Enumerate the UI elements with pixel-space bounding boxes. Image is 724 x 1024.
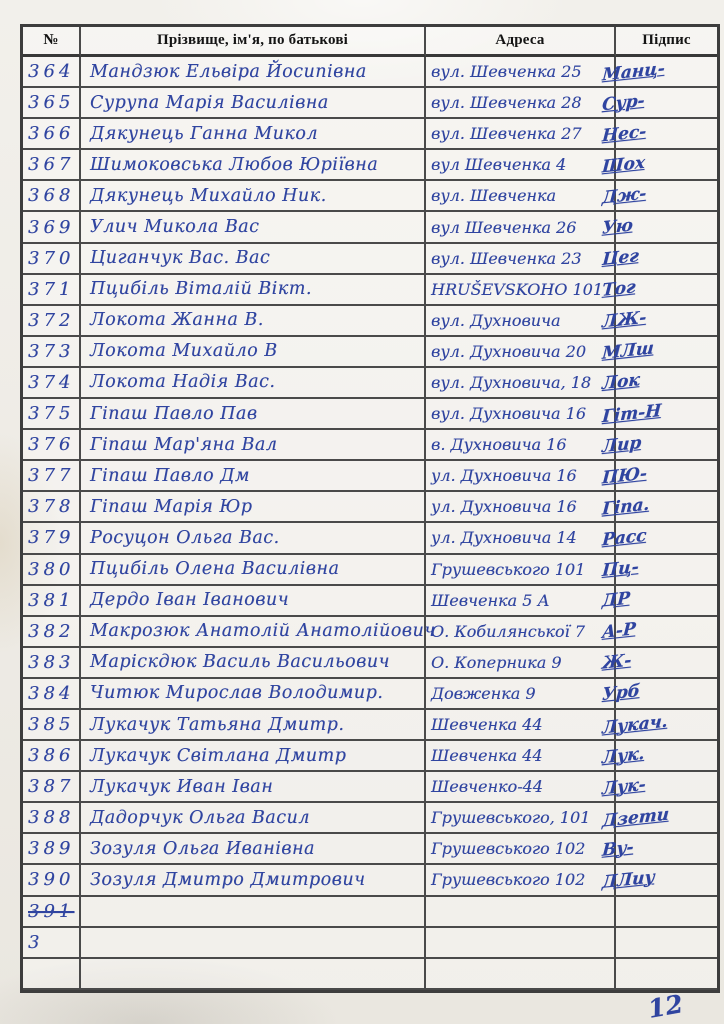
address-cell xyxy=(426,710,616,741)
signature-scribble: Цег xyxy=(601,246,640,271)
col-header-signature xyxy=(616,27,717,57)
handwritten-address: вул. Духновича xyxy=(431,310,561,330)
row-number: 373 xyxy=(28,340,75,362)
col-header-number-label: № xyxy=(43,32,59,48)
address-cell xyxy=(426,430,616,461)
address-cell xyxy=(426,772,616,803)
row-number: 3 xyxy=(28,931,44,953)
signature-cell xyxy=(616,928,717,959)
signature-cell xyxy=(601,150,717,181)
handwritten-name: Дякунець Ганна Микол xyxy=(90,123,318,144)
row-number-cell xyxy=(23,244,81,275)
signature-cell xyxy=(601,803,717,834)
name-cell xyxy=(81,959,426,990)
signature-cell xyxy=(601,181,717,212)
col-header-address xyxy=(426,27,616,57)
row-number-cell xyxy=(23,741,81,772)
handwritten-address: Грушевського, 101 xyxy=(431,808,591,828)
row-number-cell xyxy=(23,368,81,399)
signature-scribble: Гіпа. xyxy=(601,494,651,520)
address-cell xyxy=(426,803,616,834)
row-number: 366 xyxy=(28,123,75,145)
address-cell xyxy=(426,555,616,586)
address-cell xyxy=(426,212,616,243)
row-number: 368 xyxy=(28,185,75,207)
signature-scribble: Тог xyxy=(601,277,637,302)
handwritten-name: Мандзюк Ельвіра Йосипівна xyxy=(90,61,367,82)
name-cell xyxy=(81,150,426,181)
signature-cell xyxy=(601,430,717,461)
row-number: 384 xyxy=(28,682,75,704)
handwritten-address: Шевченка 44 xyxy=(431,746,543,766)
handwritten-name: Дердо Іван Іванович xyxy=(90,590,290,611)
row-number-cell xyxy=(23,212,81,243)
signature-cell xyxy=(601,368,717,399)
name-cell xyxy=(81,275,426,306)
handwritten-address: Шевченка 5 А xyxy=(431,590,550,610)
handwritten-name: Маріскдюк Василь Васильович xyxy=(90,652,390,673)
signature-cell xyxy=(601,648,717,679)
address-cell xyxy=(426,679,616,710)
signature-cell xyxy=(601,244,717,275)
row-number-cell xyxy=(23,119,81,150)
name-cell xyxy=(81,88,426,119)
handwritten-address: вул. Шевченка 25 xyxy=(431,62,582,82)
address-cell xyxy=(426,368,616,399)
handwritten-address: вул. Шевченка xyxy=(431,186,557,206)
name-cell xyxy=(81,648,426,679)
signature-scribble: Пц- xyxy=(601,556,640,582)
row-number-cell xyxy=(23,710,81,741)
row-number: 385 xyxy=(28,714,75,736)
handwritten-name: Макрозюк Анатолій Анатолійович xyxy=(90,621,436,642)
signature-scribble: Лок xyxy=(601,370,641,395)
name-cell xyxy=(81,710,426,741)
signature-scribble: ДЛиу xyxy=(601,867,656,893)
handwritten-name: Улич Микола Вас xyxy=(90,217,260,238)
signature-cell xyxy=(601,555,717,586)
handwritten-address: Шевченко-44 xyxy=(431,777,543,797)
row-number-cell xyxy=(23,461,81,492)
row-number-cell xyxy=(23,275,81,306)
row-number-cell xyxy=(23,959,81,990)
handwritten-address: Грушевського 102 xyxy=(431,870,586,890)
name-cell xyxy=(81,181,426,212)
row-number: 364 xyxy=(28,61,75,83)
handwritten-address: вул. Духновича, 18 xyxy=(431,372,592,392)
name-cell xyxy=(81,679,426,710)
row-number-cell xyxy=(23,523,81,554)
handwritten-address: вул Шевченка 26 xyxy=(431,217,577,237)
address-cell xyxy=(426,306,616,337)
row-number-cell xyxy=(23,928,81,959)
address-cell xyxy=(426,523,616,554)
handwritten-name: Лукачук Иван Іван xyxy=(90,776,274,797)
name-cell xyxy=(81,244,426,275)
name-cell xyxy=(81,865,426,896)
row-number-cell xyxy=(23,897,81,928)
handwritten-address: ул. Духновича 16 xyxy=(431,466,577,486)
signature-scribble: Лукач. xyxy=(601,710,669,739)
signature-cell xyxy=(601,834,717,865)
handwritten-address: ул. Духновича 14 xyxy=(431,528,577,548)
address-cell xyxy=(426,119,616,150)
handwritten-name: Гіпаш Павло Дм xyxy=(90,465,250,486)
signature-cell xyxy=(601,337,717,368)
handwritten-name: Дадорчук Ольга Васил xyxy=(90,807,310,828)
row-number-cell xyxy=(23,803,81,834)
handwritten-name: Гіпаш Мар'яна Вал xyxy=(90,434,278,455)
signature-scribble: Ж- xyxy=(601,650,633,674)
row-number: 381 xyxy=(28,589,75,611)
handwritten-address: Довженка 9 xyxy=(431,683,536,703)
handwritten-address: вул. Духновича 20 xyxy=(431,341,586,361)
signature-cell xyxy=(601,119,717,150)
address-cell xyxy=(426,648,616,679)
handwritten-name: Зозуля Ольга Иванівна xyxy=(90,838,315,859)
signature-cell xyxy=(601,617,717,648)
name-cell xyxy=(81,430,426,461)
signature-cell xyxy=(601,306,717,337)
signature-scribble: Лук- xyxy=(601,774,647,800)
signature-cell xyxy=(616,897,717,928)
signature-scribble: Расс xyxy=(601,525,648,551)
row-number: 374 xyxy=(28,371,75,393)
handwritten-name: Росуцон Ольга Вас. xyxy=(90,527,280,548)
row-number: 379 xyxy=(28,527,75,549)
handwritten-name: Лукачук Татьяна Дмитр. xyxy=(90,714,345,735)
handwritten-address: вул. Шевченка 27 xyxy=(431,124,582,144)
name-cell xyxy=(81,741,426,772)
handwritten-name: Гіпаш Павло Пав xyxy=(90,403,258,424)
signature-scribble: Нес- xyxy=(601,121,647,147)
signature-scribble: Лир xyxy=(601,432,642,457)
col-header-name xyxy=(81,27,426,57)
signature-scribble: ЛЖ- xyxy=(601,307,647,333)
handwritten-address: ул. Духновича 16 xyxy=(431,497,577,517)
signature-scribble: Ву- xyxy=(601,837,635,861)
row-number-cell xyxy=(23,772,81,803)
signature-cell xyxy=(601,399,717,430)
address-cell xyxy=(426,57,616,88)
row-number: 380 xyxy=(28,558,75,580)
handwritten-name: Локота Надія Вас. xyxy=(90,372,276,393)
signature-cell xyxy=(601,772,717,803)
row-number: 386 xyxy=(28,745,75,767)
signature-scribble: Урб xyxy=(601,681,641,706)
signature-scribble: Манц- xyxy=(601,58,666,85)
handwritten-name: Локота Жанна В. xyxy=(90,310,264,331)
row-number: 365 xyxy=(28,92,75,114)
signature-scribble: Ую xyxy=(601,215,634,239)
handwritten-name: Гіпаш Марія Юр xyxy=(90,496,253,517)
address-cell xyxy=(426,399,616,430)
row-number-cell xyxy=(23,181,81,212)
handwritten-name: Сурупа Марія Василівна xyxy=(90,92,329,113)
row-number: 387 xyxy=(28,776,75,798)
signature-scribble: Шох xyxy=(601,152,646,178)
signature-scribble: МЛш xyxy=(601,338,655,365)
handwritten-name: Пцибіль Олена Василівна xyxy=(90,559,340,580)
row-number-cell xyxy=(23,834,81,865)
handwritten-address: Шевченка 44 xyxy=(431,715,543,735)
name-cell xyxy=(81,57,426,88)
row-number-cell xyxy=(23,430,81,461)
handwritten-name: Лукачук Світлана Дмитр xyxy=(90,745,347,766)
row-number-cell xyxy=(23,337,81,368)
signature-table xyxy=(20,24,720,993)
name-cell xyxy=(81,803,426,834)
handwritten-address: Грушевського 101 xyxy=(431,559,586,579)
row-number: 383 xyxy=(28,651,75,673)
row-number-cell xyxy=(23,57,81,88)
col-header-address-label: Адреса xyxy=(495,32,545,48)
signature-cell xyxy=(601,586,717,617)
name-cell xyxy=(81,897,426,928)
row-number-cell xyxy=(23,865,81,896)
name-cell xyxy=(81,368,426,399)
address-cell xyxy=(426,244,616,275)
address-cell xyxy=(426,959,616,990)
signature-cell xyxy=(601,57,717,88)
signature-cell xyxy=(601,461,717,492)
row-number: 375 xyxy=(28,403,75,425)
signature-cell xyxy=(601,741,717,772)
signature-cell xyxy=(601,492,717,523)
col-header-name-label: Прізвище, ім'я, по батькові xyxy=(157,32,348,48)
signature-cell xyxy=(601,865,717,896)
address-cell xyxy=(426,586,616,617)
signature-scribble: Сур- xyxy=(601,90,646,115)
signature-scribble: Дж- xyxy=(601,183,647,209)
address-cell xyxy=(426,897,616,928)
handwritten-name: Пцибіль Віталій Вікт. xyxy=(90,279,312,300)
address-cell xyxy=(426,275,616,306)
signature-scribble: А-Р xyxy=(601,619,637,644)
handwritten-name: Зозуля Дмитро Дмитрович xyxy=(90,869,366,890)
name-cell xyxy=(81,492,426,523)
handwritten-address: вул. Шевченка 23 xyxy=(431,248,582,268)
row-number-cell xyxy=(23,399,81,430)
row-number-cell xyxy=(23,648,81,679)
handwritten-address: вул Шевченка 4 xyxy=(431,155,567,175)
handwritten-address: вул. Шевченка 28 xyxy=(431,93,582,113)
signature-cell xyxy=(601,275,717,306)
address-cell xyxy=(426,928,616,959)
name-cell xyxy=(81,834,426,865)
row-number-cell xyxy=(23,492,81,523)
address-cell xyxy=(426,337,616,368)
row-number: 376 xyxy=(28,434,75,456)
row-number-cell xyxy=(23,88,81,119)
signature-cell xyxy=(601,710,717,741)
name-cell xyxy=(81,461,426,492)
signature-scribble: Лук. xyxy=(601,743,646,768)
name-cell xyxy=(81,119,426,150)
row-number-cell xyxy=(23,306,81,337)
name-cell xyxy=(81,772,426,803)
name-cell xyxy=(81,617,436,648)
signature-cell xyxy=(601,212,717,243)
name-cell xyxy=(81,337,426,368)
name-cell xyxy=(81,586,426,617)
row-number-cell xyxy=(23,586,81,617)
signature-scribble: ПЮ- xyxy=(601,463,648,489)
signature-cell xyxy=(601,523,717,554)
signature-cell xyxy=(601,88,717,119)
row-number-cell xyxy=(23,555,81,586)
handwritten-name: Локота Михайло В xyxy=(90,341,278,362)
address-cell xyxy=(426,741,616,772)
row-number: 377 xyxy=(28,465,75,487)
signature-scribble: Дзети xyxy=(601,804,670,832)
name-cell xyxy=(81,555,426,586)
col-header-number xyxy=(23,27,81,57)
address-cell xyxy=(426,834,616,865)
address-cell xyxy=(426,617,616,648)
signature-scribble: Гіт-Н xyxy=(601,400,662,427)
row-number: 371 xyxy=(28,278,75,300)
address-cell xyxy=(426,150,616,181)
address-cell xyxy=(426,461,616,492)
row-number-cell xyxy=(23,617,81,648)
signature-scribble: ДР xyxy=(601,588,631,612)
address-cell xyxy=(426,181,616,212)
col-header-signature-label: Підпис xyxy=(642,32,691,48)
row-number: 382 xyxy=(28,620,75,642)
handwritten-address: вул. Духновича 16 xyxy=(431,404,586,424)
row-number: 370 xyxy=(28,247,75,269)
row-number: 369 xyxy=(28,216,75,238)
handwritten-address: HRUŠEVSKOHO 101 xyxy=(431,279,603,299)
row-number: 367 xyxy=(28,154,75,176)
address-cell xyxy=(426,88,616,119)
handwritten-address: Грушевського 102 xyxy=(431,839,586,859)
address-cell xyxy=(426,492,616,523)
name-cell xyxy=(81,523,426,554)
signature-cell xyxy=(601,679,717,710)
row-number: 372 xyxy=(28,309,75,331)
name-cell xyxy=(81,399,426,430)
row-number-cell xyxy=(23,150,81,181)
handwritten-name: Дякунець Михайло Ник. xyxy=(90,185,327,206)
handwritten-name: Шимоковська Любов Юріївна xyxy=(90,154,379,175)
signature-cell xyxy=(616,959,717,990)
row-number: 391 xyxy=(28,900,75,922)
name-cell xyxy=(81,928,426,959)
row-number: 388 xyxy=(28,807,75,829)
handwritten-name: Читюк Мирослав Володимир. xyxy=(90,683,384,704)
handwritten-name: Циганчук Вас. Вас xyxy=(90,248,271,269)
address-cell xyxy=(426,865,616,896)
row-number: 389 xyxy=(28,838,75,860)
handwritten-address: в. Духновича 16 xyxy=(431,435,567,455)
name-cell xyxy=(81,306,426,337)
handwritten-address: О. Кобилянської 7 xyxy=(431,621,585,641)
row-number: 390 xyxy=(28,869,75,891)
row-number: 378 xyxy=(28,496,75,518)
row-number-cell xyxy=(23,679,81,710)
page-number: 12 xyxy=(645,989,686,1024)
name-cell xyxy=(81,212,426,243)
handwritten-address: О. Коперника 9 xyxy=(431,652,562,672)
